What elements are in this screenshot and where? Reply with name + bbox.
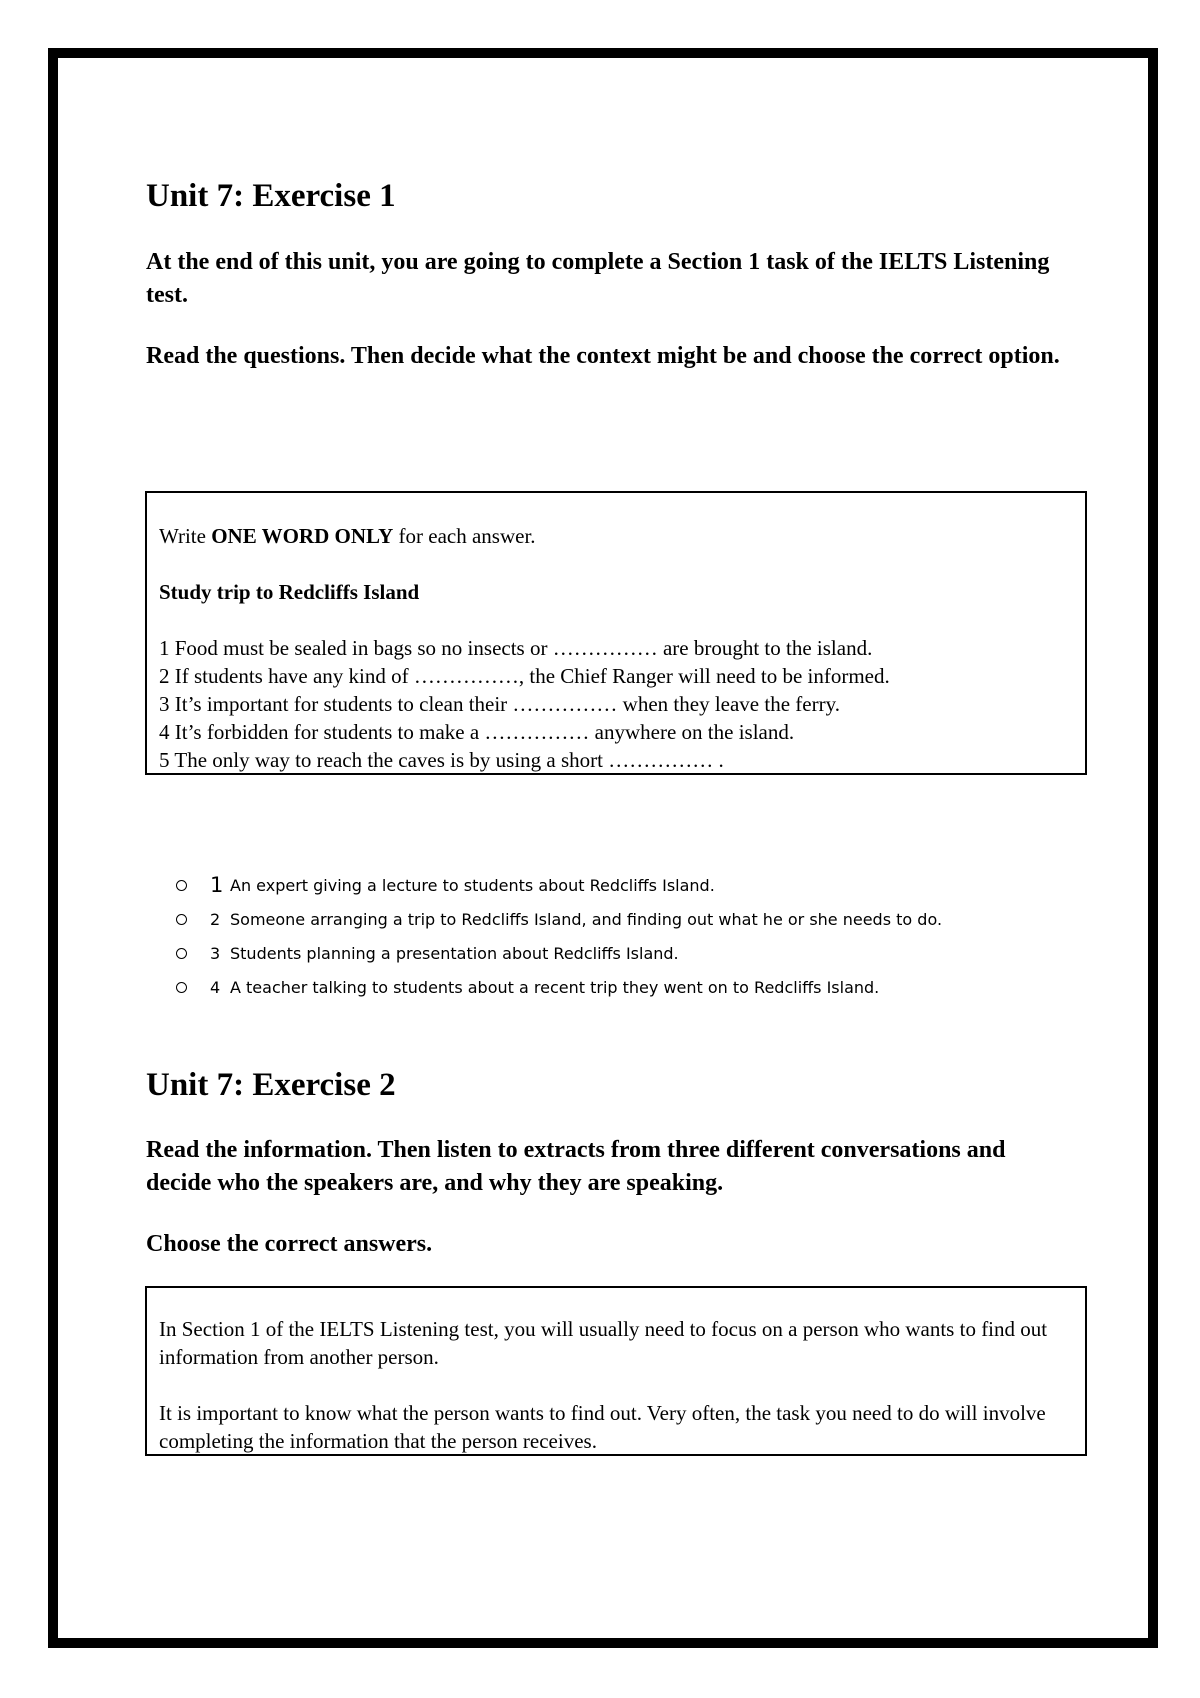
option-4[interactable] [176, 970, 942, 1004]
radio-circle-icon[interactable] [176, 982, 187, 993]
option-number: 4 [210, 977, 221, 997]
option-1[interactable] [176, 868, 942, 902]
exercise-2-instruction: Read the information. Then listen to extracts from three different conversations and decide who the speakers are, and why they are speaking. [146, 1137, 1006, 1196]
option-number: 1 [210, 873, 224, 897]
option-text: Students planning a presentation about Redcliffs Island. [230, 943, 679, 963]
question-item: 2 If students have any kind of ……………, the Chief Ranger will need to be informed. [159, 664, 890, 688]
task-heading: Study trip to Redcliffs Island [159, 580, 420, 604]
radio-circle-icon[interactable] [176, 880, 187, 891]
info-paragraph: It is important to know what the person wants to find out. Very often, the task you need to do will involve completing the information that the person receives. [159, 1401, 1046, 1453]
exercise-2-choose: Choose the correct answers. [146, 1231, 433, 1257]
exercise-1-instruction: Read the questions. Then decide what the context might be and choose the correct option. [146, 343, 1060, 369]
question-item: 5 The only way to reach the caves is by using a short …………… . [159, 748, 724, 772]
exercise-1-title: Unit 7: Exercise 1 [146, 178, 396, 214]
option-list [176, 868, 942, 1004]
question-item: 1 Food must be sealed in bags so no insects or …………… are brought to the island. [159, 636, 873, 660]
option-2[interactable] [176, 902, 942, 936]
option-number: 2 [210, 909, 221, 929]
option-3[interactable] [176, 936, 942, 970]
radio-circle-icon[interactable] [176, 914, 187, 925]
info-paragraph: In Section 1 of the IELTS Listening test, you will usually need to focus on a person who wants to find out information from another person. [159, 1317, 1048, 1369]
option-text: Someone arranging a trip to Redcliffs Island, and finding out what he or she needs to do. [230, 909, 943, 929]
option-text: A teacher talking to students about a recent trip they went on to Redcliffs Island. [230, 977, 880, 997]
info-box [145, 1286, 1087, 1456]
radio-circle-icon[interactable] [176, 948, 187, 959]
exercise-1-intro: At the end of this unit, you are going to complete a Section 1 task of the IELTS Listening test. [146, 249, 1050, 308]
question-item: 4 It’s forbidden for students to make a …………… anywhere on the island. [159, 720, 795, 744]
word-limit: ONE WORD ONLY [211, 524, 394, 548]
option-text: An expert giving a lecture to students about Redcliffs Island. [230, 875, 715, 895]
task-box [145, 491, 1087, 775]
question-item: 3 It’s important for students to clean their …………… when they leave the ferry. [159, 692, 840, 716]
task-instruction: Write ONE WORD ONLY for each answer. [159, 524, 536, 548]
option-number: 3 [210, 943, 221, 963]
exercise-2-title: Unit 7: Exercise 2 [146, 1067, 396, 1103]
